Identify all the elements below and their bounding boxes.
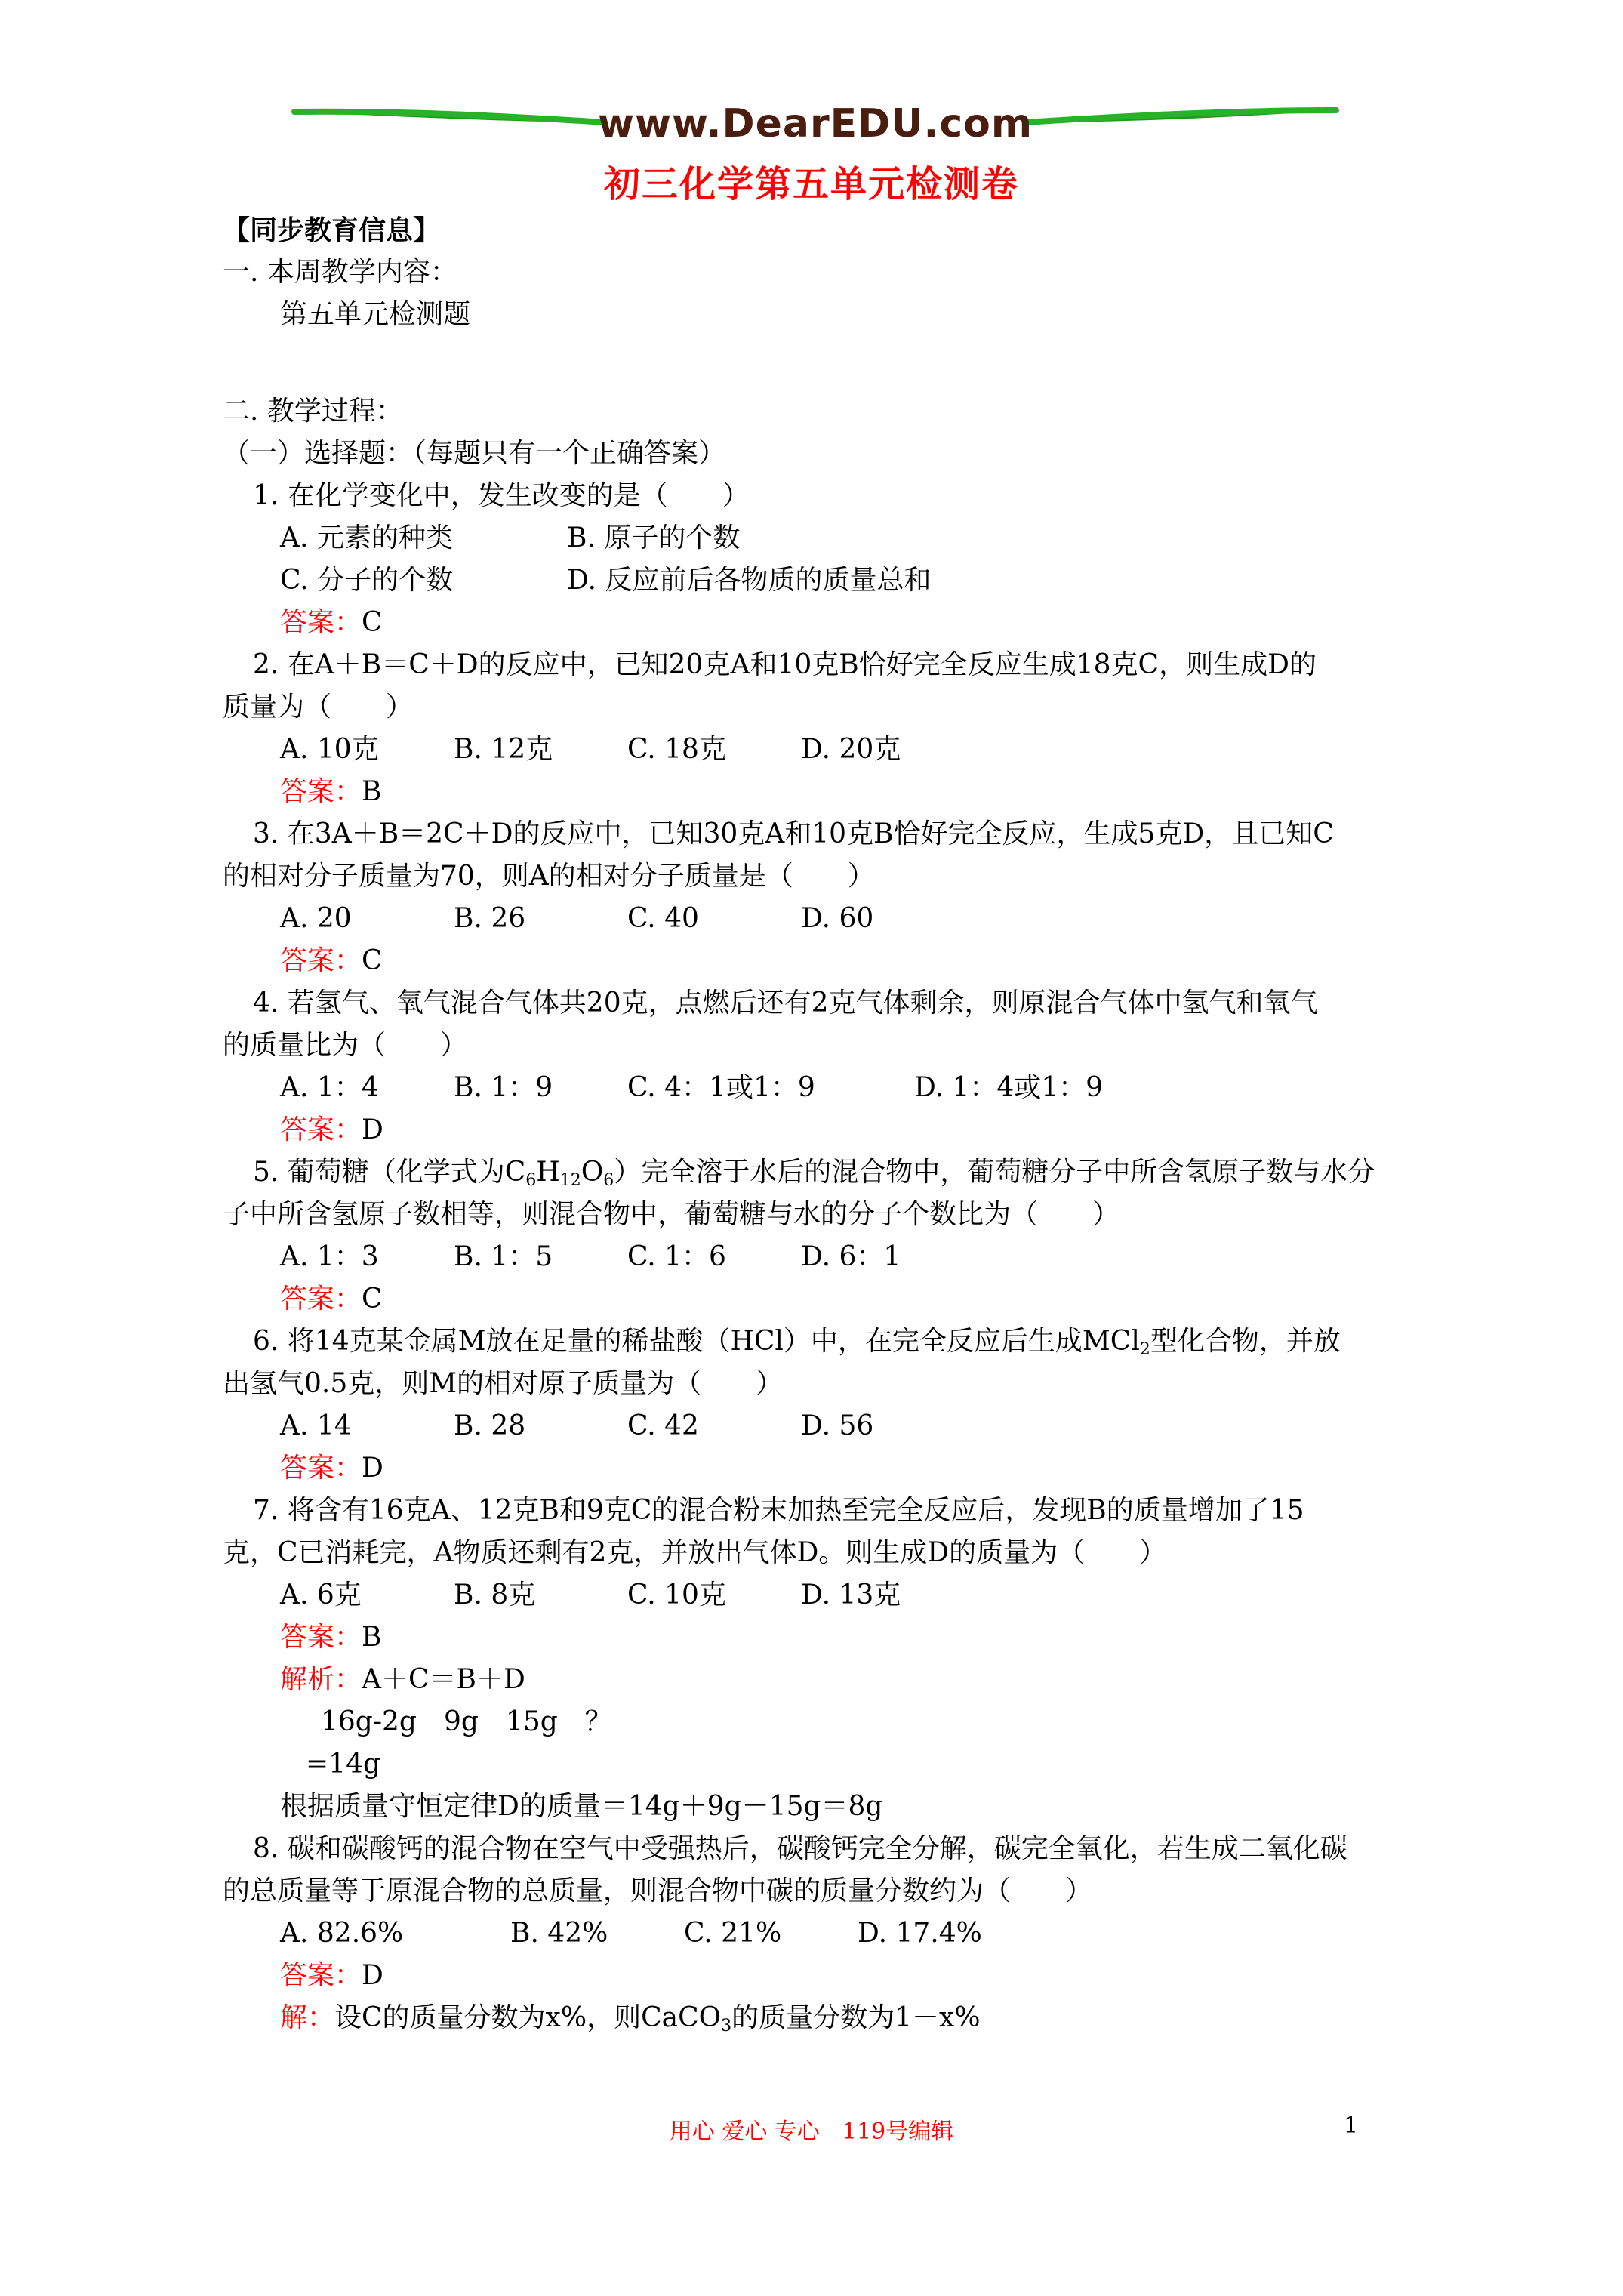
question-1-stem: 1. 在化学变化中，发生改变的是（ ） (253, 480, 750, 511)
option-a: A. 1：3 (280, 1241, 379, 1272)
option-d: D. 20克 (801, 734, 901, 765)
question-7-analysis-line3: =14g (306, 1749, 381, 1780)
question-5-options (280, 1242, 901, 1272)
option-b: B. 原子的个数 (567, 522, 741, 553)
subscript: 12 (559, 1171, 581, 1190)
question-1-options-row1 (280, 523, 740, 553)
option-c: C. 42 (627, 1410, 699, 1441)
option-d: D. 反应前后各物质的质量总和 (567, 565, 932, 596)
info-heading: 【同步教育信息】 (223, 214, 441, 246)
answer-value: C (362, 607, 383, 638)
question-4-stem-line2: 的质量比为（ ） (223, 1030, 468, 1061)
question-5-stem-line1 (253, 1157, 1375, 1188)
subscript: 3 (721, 2017, 732, 2036)
answer-value: D (362, 1114, 383, 1145)
question-5-answer (280, 1284, 383, 1314)
question-8-solution (280, 2002, 981, 2036)
stem-text: 6. 将14克某金属M放在足量的稀盐酸（HCl）中，在完全反应后生成MCl (253, 1326, 1140, 1357)
option-d: D. 6：1 (801, 1241, 901, 1272)
answer-value: B (362, 776, 382, 807)
answer-label: 答案： (280, 1453, 362, 1484)
question-3-options (280, 904, 873, 934)
question-4-answer (280, 1115, 383, 1145)
option-b: B. 1：9 (454, 1072, 553, 1103)
solution-text: 的质量分数为1－x% (731, 2002, 981, 2033)
option-a: A. 82.6% (280, 1918, 404, 1949)
option-c: C. 10克 (627, 1579, 726, 1610)
question-2-answer (280, 777, 381, 807)
question-6-stem-line2: 出氢气0.5克，则M的相对原子质量为（ ） (223, 1368, 784, 1399)
option-c: C. 1：6 (627, 1241, 726, 1272)
site-url[interactable]: www.DearEDU.com (597, 101, 1033, 146)
question-3-answer (280, 946, 383, 976)
footer-text: 用心 爱心 专心 119号编辑 (669, 2119, 954, 2145)
option-c: C. 18克 (627, 734, 726, 765)
subscript: 6 (603, 1171, 614, 1190)
question-1-options-row2 (280, 566, 931, 596)
answer-value: B (362, 1622, 382, 1653)
page-number: 1 (1344, 2113, 1359, 2139)
stem-text: 5. 葡萄糖（化学式为C (253, 1157, 526, 1188)
question-7-stem-line1: 7. 将含有16克A、12克B和9克C的混合粉末加热至完全反应后，发现B的质量增加了15 (253, 1495, 1304, 1526)
stem-text: ）完全溶于水后的混合物中，葡萄糖分子中所含氢原子数与水分 (614, 1157, 1375, 1188)
option-b: B. 12克 (454, 734, 553, 765)
question-4-options (280, 1073, 1103, 1103)
subscript: 6 (525, 1171, 537, 1190)
option-c: C. 40 (627, 903, 699, 934)
question-7-stem-line2: 克，C已消耗完，A物质还剩有2克，并放出气体D。则生成D的质量为（ ） (223, 1537, 1167, 1568)
question-7-answer (280, 1623, 381, 1653)
section-1-body: 第五单元检测题 (280, 299, 471, 330)
question-8-stem-line1: 8. 碳和碳酸钙的混合物在空气中受强热后，碳酸钙完全分解，碳完全氧化，若生成二氧化碳 (253, 1833, 1347, 1864)
question-7-analysis-line2: 16g-2g 9g 15g ？ (321, 1706, 612, 1737)
answer-label: 答案： (280, 1622, 362, 1653)
option-a: A. 1：4 (280, 1072, 379, 1103)
question-6-stem-line1 (253, 1327, 1341, 1357)
option-c: C. 21% (684, 1918, 782, 1949)
answer-label: 答案： (280, 776, 362, 807)
option-a: A. 10克 (280, 734, 379, 765)
option-d: D. 17.4% (858, 1918, 982, 1949)
option-d: D. 56 (801, 1410, 874, 1441)
option-a: A. 20 (280, 903, 352, 934)
option-a: A. 元素的种类 (280, 522, 453, 553)
section-2-heading: 二. 教学过程： (223, 396, 403, 427)
stem-text: 型化合物，并放 (1150, 1326, 1341, 1357)
option-c: C. 4：1或1：9 (627, 1072, 815, 1103)
stem-text: H (536, 1157, 560, 1188)
answer-value: C (362, 1284, 383, 1314)
option-b: B. 42% (510, 1918, 608, 1949)
site-banner (287, 83, 1344, 166)
answer-value: D (362, 1453, 383, 1484)
question-2-stem-line1: 2. 在A＋B＝C＋D的反应中，已知20克A和10克B恰好完全反应生成18克C，则生成D的 (253, 649, 1317, 680)
answer-value: C (362, 945, 383, 976)
solution-label: 解： (280, 2002, 335, 2033)
question-4-stem-line1: 4. 若氢气、氧气混合气体共20克，点燃后还有2克气体剩余，则原混合气体中氢气和氧气 (253, 988, 1318, 1019)
question-8-options (280, 1918, 982, 1949)
question-8-stem-line2: 的总质量等于原混合物的总质量，则混合物中碳的质量分数约为（ ） (223, 1875, 1093, 1906)
question-5-stem-line2: 子中所含氢原子数相等，则混合物中，葡萄糖与水的分子个数比为（ ） (223, 1199, 1120, 1230)
option-d: D. 60 (801, 903, 874, 934)
option-b: B. 28 (454, 1410, 526, 1441)
question-3-stem-line2: 的相对分子质量为70，则A的相对分子质量是（ ） (223, 861, 875, 892)
option-d: D. 1：4或1：9 (914, 1072, 1104, 1103)
answer-label: 答案： (280, 607, 362, 638)
subscript: 2 (1139, 1340, 1150, 1359)
option-b: B. 1：5 (454, 1241, 553, 1272)
analysis-label: 解析： (280, 1664, 362, 1695)
question-6-answer (280, 1453, 383, 1484)
answer-value: D (362, 1960, 383, 1991)
option-b: B. 26 (454, 903, 526, 934)
stem-text: O (581, 1157, 604, 1188)
question-1-answer (280, 608, 383, 638)
option-d: D. 13克 (801, 1579, 901, 1610)
question-7-analysis (280, 1665, 525, 1695)
answer-label: 答案： (280, 1284, 362, 1314)
question-2-options (280, 735, 901, 765)
page-title: 初三化学第五单元检测卷 (603, 163, 1019, 205)
option-b: B. 8克 (454, 1579, 536, 1610)
question-8-answer (280, 1961, 383, 1991)
question-7-analysis-line4: 根据质量守恒定律D的质量＝14g＋9g－15g＝8g (280, 1791, 883, 1822)
section-1-heading: 一. 本周教学内容： (223, 257, 457, 288)
question-7-options (280, 1580, 901, 1610)
option-c: C. 分子的个数 (280, 565, 454, 596)
question-6-options (280, 1411, 873, 1441)
solution-text: 设C的质量分数为x%，则CaCO (334, 2002, 722, 2033)
option-a: A. 6克 (280, 1579, 362, 1610)
part-1-heading: （一）选择题：（每题只有一个正确答案） (223, 438, 726, 469)
answer-label: 答案： (280, 945, 362, 976)
answer-label: 答案： (280, 1114, 362, 1145)
analysis-equation: A＋C＝B＋D (362, 1664, 525, 1695)
option-a: A. 14 (280, 1410, 352, 1441)
answer-label: 答案： (280, 1960, 362, 1991)
question-3-stem-line1: 3. 在3A＋B＝2C＋D的反应中，已知30克A和10克B恰好完全反应，生成5克D，且已知C (253, 818, 1334, 849)
question-2-stem-line2: 质量为（ ） (223, 692, 414, 723)
